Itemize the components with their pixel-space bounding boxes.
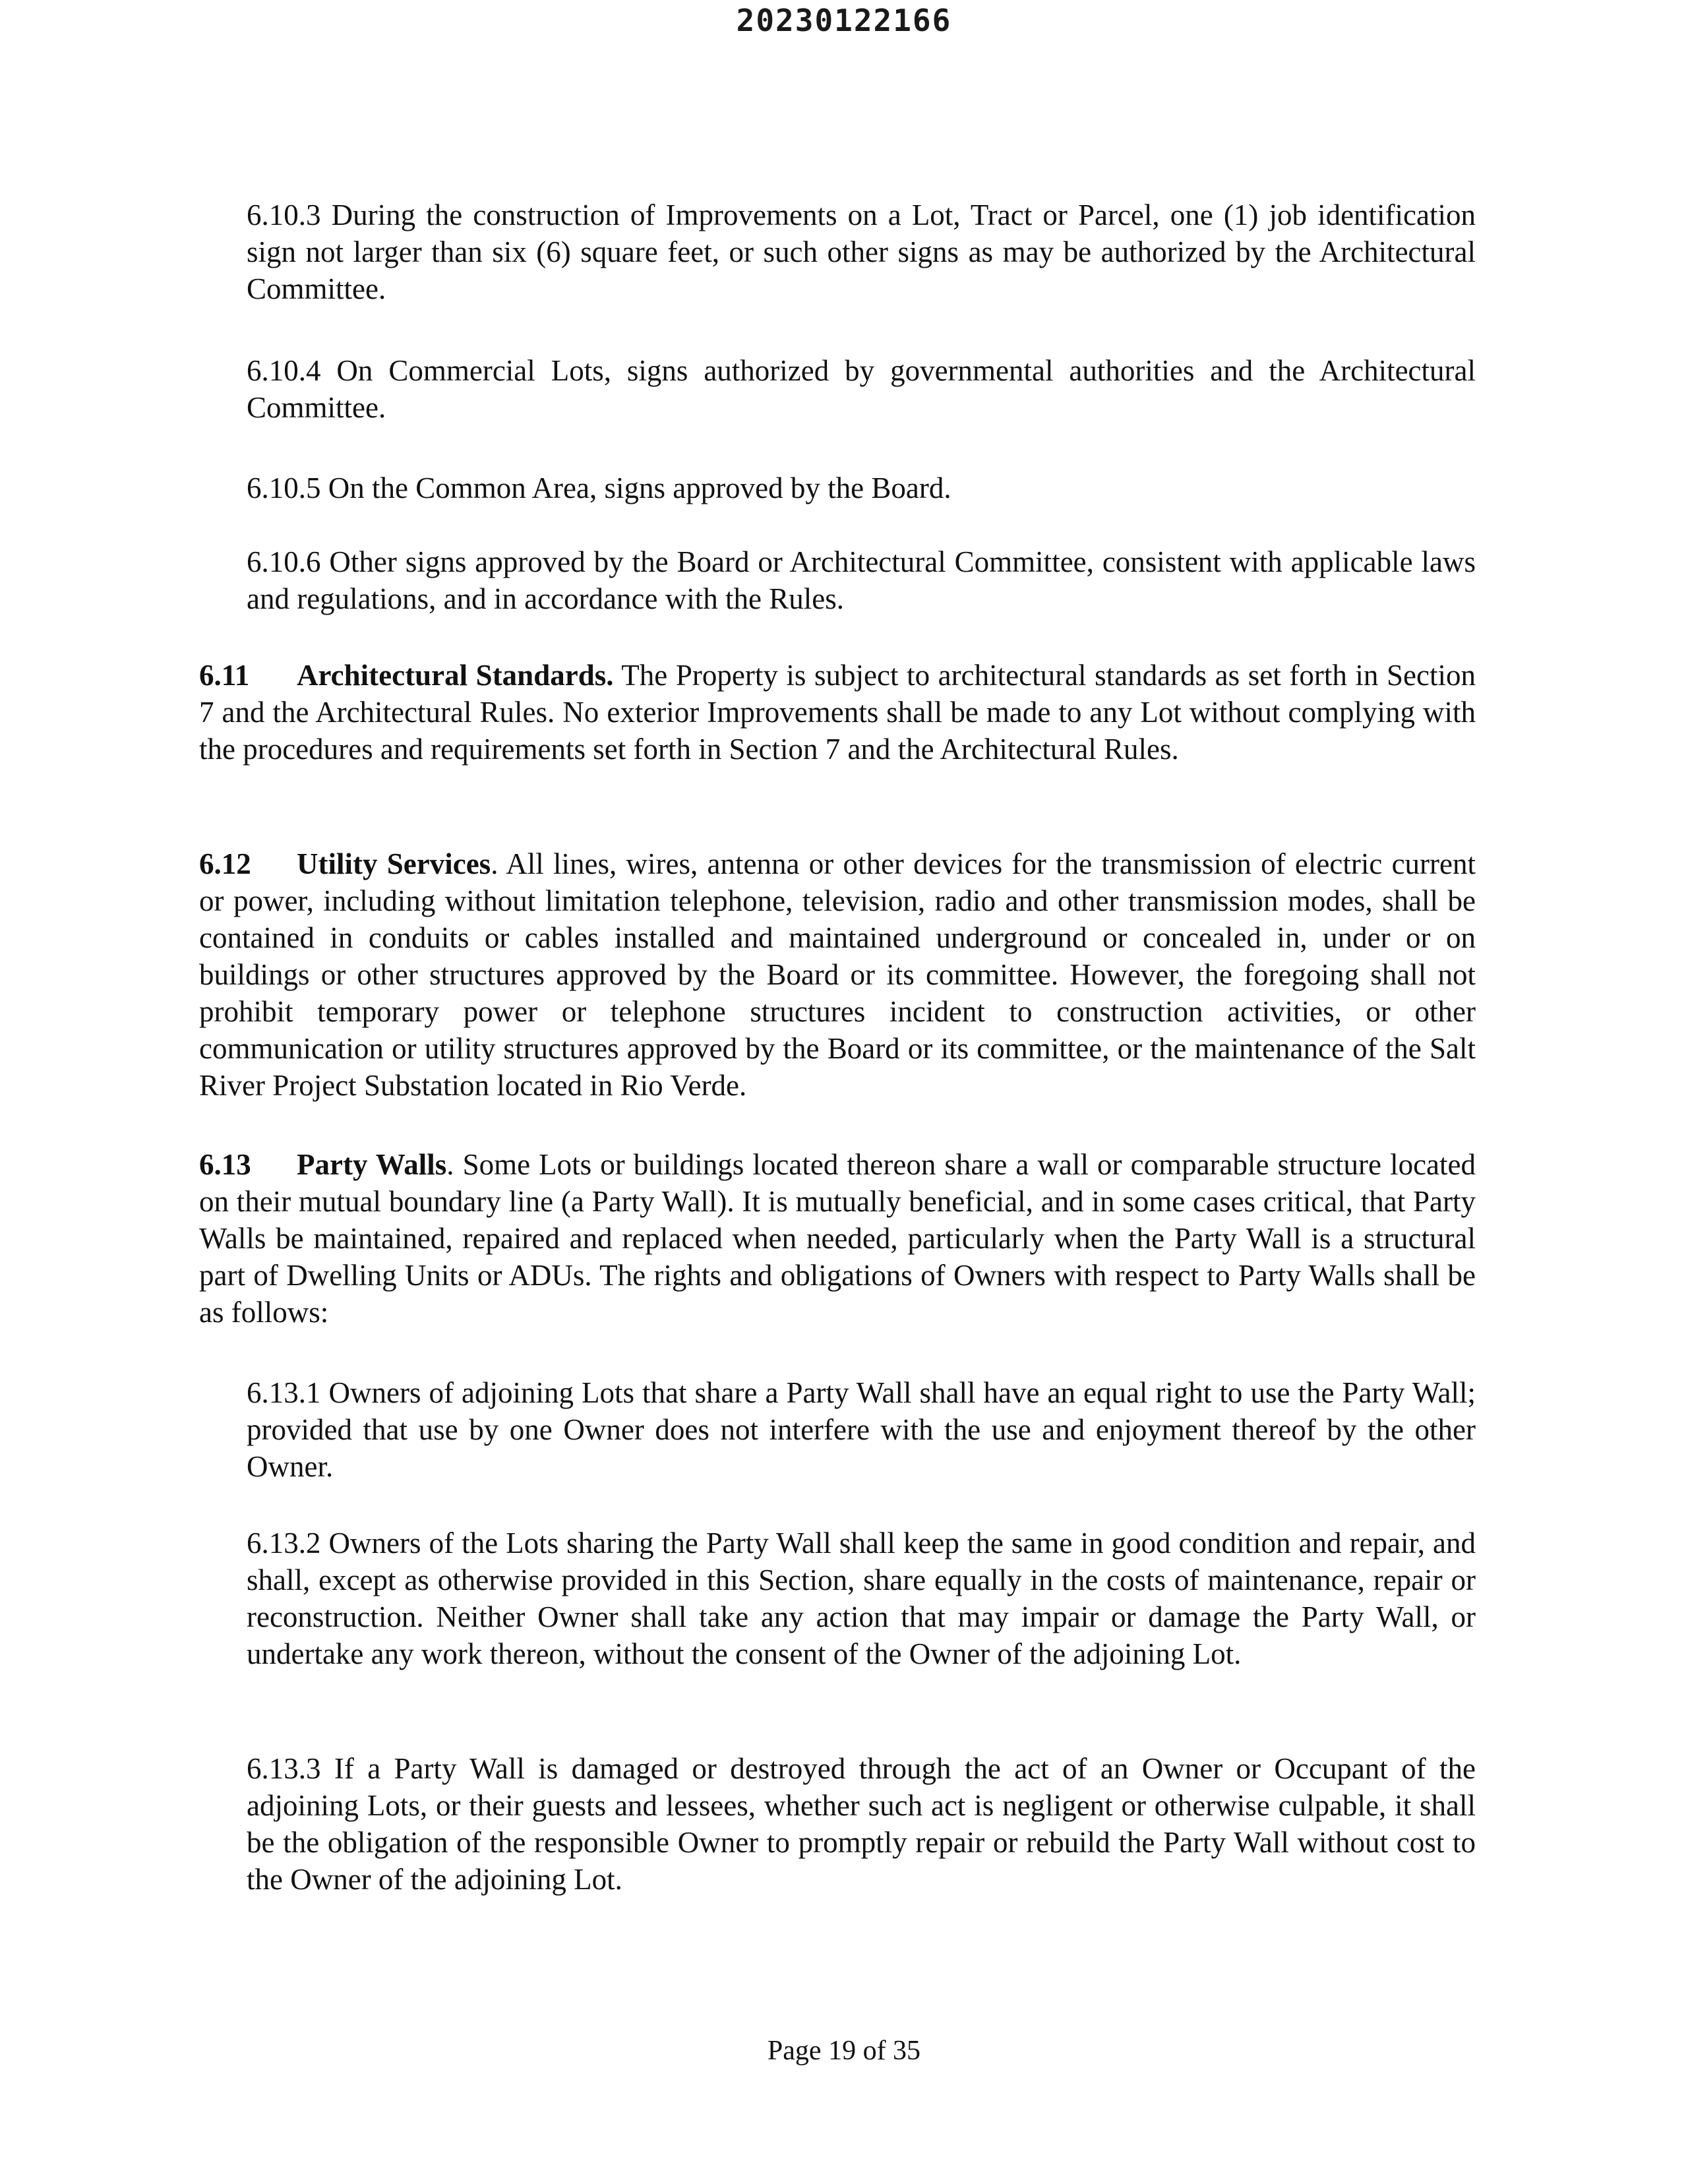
section-body: The Property is subject to architectural standards as set forth in Section 7 and the Architectural Rules. No exterior Improvements shall be made to any Lot without complying with the procedures and requirements set forth in Section 7 and the Architectural Rules. <box>199 659 1476 766</box>
section-title: Architectural Standards. <box>297 659 614 692</box>
section-6-11 <box>199 657 1476 768</box>
section-body: . Some Lots or buildings located thereon share a wall or comparable structure located on their mutual boundary line (a Party Wall). It is mutually beneficial, and in some cases critical, that Party Walls be maintained, repaired and replaced when needed, particularly when the Party Wall is a structural part of Dwelling Units or ADUs. The rights and obligations of Owners with respect to Party Walls shall be as follows: <box>199 1148 1476 1329</box>
section-number: 6.12 <box>199 847 251 880</box>
subsection-6-13-3: 6.13.3 If a Party Wall is damaged or destroyed through the act of an Owner or Occupant of the adjoining Lots, or their guests and lessees, whether such act is negligent or otherwise culpable, it shall be the obligation of the responsible Owner to promptly repair or rebuild the Party Wall without cost to the Owner of the adjoining Lot. <box>247 1752 1476 1896</box>
subsection-6-13-2: 6.13.2 Owners of the Lots sharing the Party Wall shall keep the same in good condition and repair, and shall, except as otherwise provided in this Section, share equally in the costs of maintenance, repair or reconstruction. Neither Owner shall take any action that may impair or damage the Party Wall, or undertake any work thereon, without the consent of the Owner of the adjoining Lot. <box>247 1527 1476 1670</box>
recording-number: 20230122166 <box>736 3 952 38</box>
section-6-12 <box>199 845 1476 1104</box>
subsection-6-10-4: 6.10.4 On Commercial Lots, signs authorized by governmental authorities and the Architectural Committee. <box>247 354 1476 424</box>
section-title: Utility Services <box>297 847 491 880</box>
subsection-6-10-5: 6.10.5 On the Common Area, signs approved by the Board. <box>247 471 951 504</box>
page-number: Page 19 of 35 <box>767 2036 921 2066</box>
section-title: Party Walls <box>297 1148 447 1181</box>
subsection-6-10-3: 6.10.3 During the construction of Improvements on a Lot, Tract or Parcel, one (1) job identification sign not larger than six (6) square feet, or such other signs as may be authorized by the Architectural Committee. <box>247 198 1476 305</box>
section-6-13 <box>199 1146 1476 1331</box>
subsection-6-13-1: 6.13.1 Owners of adjoining Lots that share a Party Wall shall have an equal right to use the Party Wall; provided that use by one Owner does not interfere with the use and enjoyment thereof by the other Owner. <box>247 1376 1476 1483</box>
section-number: 6.13 <box>199 1148 251 1181</box>
subsection-6-10-6: 6.10.6 Other signs approved by the Board or Architectural Committee, consistent with applicable laws and regulations, and in accordance with the Rules. <box>247 545 1476 615</box>
section-body: . All lines, wires, antenna or other devices for the transmission of electric current or power, including without limitation telephone, television, radio and other transmission modes, shall be contained in conduits or cables installed and maintained underground or concealed in, under or on buildings or other structures approved by the Board or its committee. However, the foregoing shall not prohibit temporary power or telephone structures incident to construction activities, or other communication or utility structures approved by the Board or its committee, or the maintenance of the Salt River Project Substation located in Rio Verde. <box>199 847 1476 1102</box>
section-number: 6.11 <box>199 659 250 692</box>
